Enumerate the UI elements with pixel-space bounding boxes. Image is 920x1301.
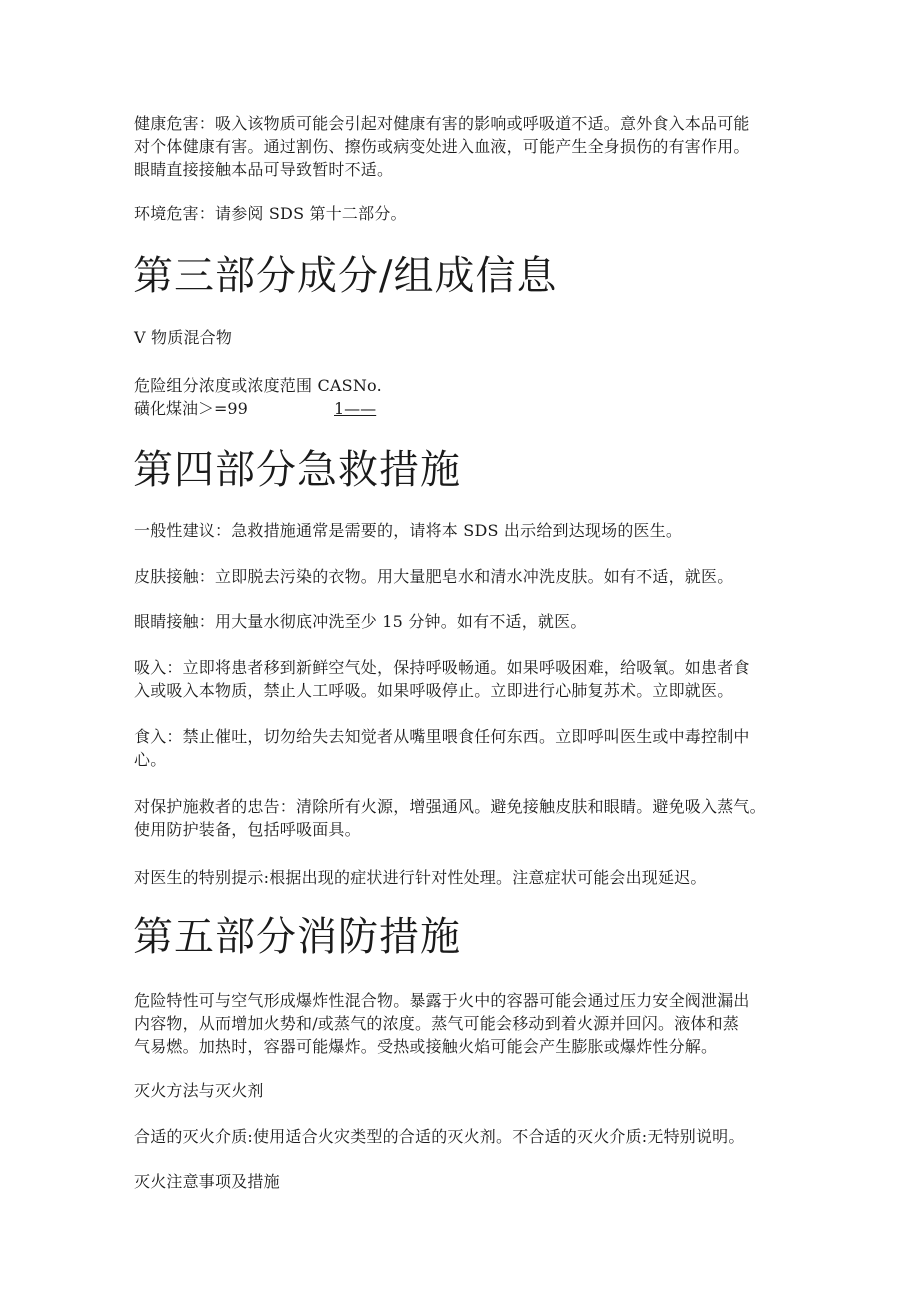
- text-line: 吸入：立即将患者移到新鲜空气处，保持呼吸畅通。如果呼吸困难，给吸氧。如患者食: [134, 658, 750, 677]
- mixture-type: V 物质混合物: [134, 328, 233, 347]
- text-line: 对个体健康有害。通过割伤、擦伤或病变处进入血液，可能产生全身损伤的有害作用。: [134, 137, 750, 156]
- firefighting-precautions-title: 灭火注意事项及措施: [134, 1172, 280, 1191]
- text-line: 危险特性可与空气形成爆炸性混合物。暴露于火中的容器可能会通过压力安全阀泄漏出: [134, 991, 750, 1010]
- composition-row-cas: 1——: [334, 399, 377, 418]
- text-line: 内容物，从而增加火势和/或蒸气的浓度。蒸气可能会移动到着火源并回闪。液体和蒸: [134, 1014, 739, 1033]
- environment-hazard-paragraph: 环境危害：请参阅 SDS 第十二部分。: [134, 204, 407, 223]
- first-aid-inhalation: [134, 656, 750, 702]
- first-aid-eye: 眼睛接触：用大量水彻底冲洗至少 15 分钟。如有不适，就医。: [134, 612, 587, 631]
- fire-hazard-paragraph: [134, 989, 750, 1058]
- text-line: 眼睛直接接触本品可导致暂时不适。: [134, 160, 394, 179]
- extinguishing-method-title: 灭火方法与灭火剂: [134, 1081, 264, 1100]
- text-line: 健康危害：吸入该物质可能会引起对健康有害的影响或呼吸道不适。意外食入本品可能: [134, 114, 750, 133]
- text-line: 入或吸入本物质，禁止人工呼吸。如果呼吸停止。立即进行心肺复苏术。立即就医。: [134, 681, 734, 700]
- extinguishing-media: 合适的灭火介质:使用适合火灾类型的合适的灭火剂。不合适的灭火介质:无特别说明。: [134, 1127, 745, 1146]
- first-aid-general: 一般性建议：急救措施通常是需要的，请将本 SDS 出示给到达现场的医生。: [134, 521, 683, 540]
- text-line: 使用防护装备，包括呼吸面具。: [134, 820, 361, 839]
- health-hazard-paragraph: [134, 112, 750, 181]
- text-line: 食入：禁止催吐，切勿给失去知觉者从嘴里喂食任何东西。立即呼叫医生或中毒控制中: [134, 727, 750, 746]
- note-to-physician: 对医生的特别提示:根据出现的症状进行针对性处理。注意症状可能会出现延迟。: [134, 868, 707, 887]
- composition-table-header: 危险组分浓度或浓度范围 CASNo.: [134, 376, 382, 395]
- rescuer-advice: [134, 795, 766, 841]
- section-3-heading: 第三部分成分/组成信息: [133, 253, 558, 299]
- composition-row-name: 磺化煤油＞=99: [134, 399, 248, 418]
- first-aid-ingestion: [134, 725, 750, 771]
- text-line: 对保护施救者的忠告：清除所有火源，增强通风。避免接触皮肤和眼睛。避免吸入蒸气。: [134, 797, 766, 816]
- first-aid-skin: 皮肤接触：立即脱去污染的衣物。用大量肥皂水和清水冲洗皮肤。如有不适，就医。: [134, 567, 734, 586]
- text-line: 气易燃。加热时，容器可能爆炸。受热或接触火焰可能会产生膨胀或爆炸性分解。: [134, 1037, 718, 1056]
- section-5-heading: 第五部分消防措施: [133, 914, 461, 960]
- text-line: 心。: [134, 750, 167, 769]
- section-4-heading: 第四部分急救措施: [133, 447, 461, 493]
